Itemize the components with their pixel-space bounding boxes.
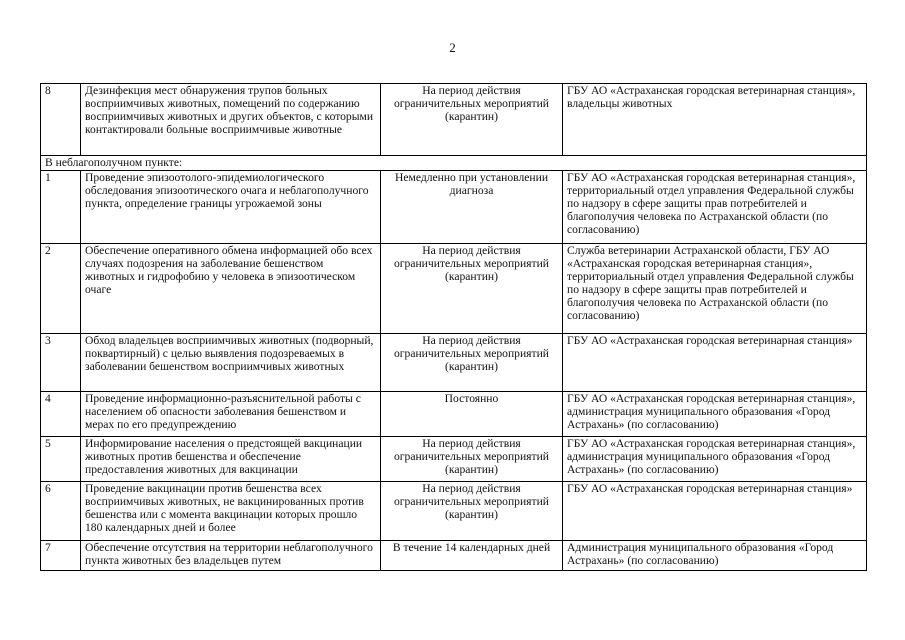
measure-text: Информирование населения о предстоящей вакцинации животных против бешенства и обеспечение предоставления животных для вакцинации bbox=[81, 437, 381, 482]
table-row bbox=[41, 84, 867, 156]
measures-table bbox=[40, 83, 867, 571]
page-number: 2 bbox=[449, 40, 456, 55]
deadline-text: На период действия ограничительных мероприятий (карантин) bbox=[381, 334, 563, 392]
section-row bbox=[41, 156, 867, 171]
responsible-text: ГБУ АО «Астраханская городская ветеринарная станция», администрация муниципального образования «Город Астрахань» (по согласованию) bbox=[563, 392, 867, 437]
row-number: 2 bbox=[41, 244, 81, 334]
section-label: В неблагополучном пункте: bbox=[41, 156, 867, 171]
measure-text: Обход владельцев восприимчивых животных (подворный, поквартирный) с целью выявления подозреваемых в заболевании бешенством восприимчивых животных bbox=[81, 334, 381, 392]
measure-text: Дезинфекция мест обнаружения трупов больных восприимчивых животных, помещений по содержанию восприимчивых животных и других объектов, с которыми контактировали больные восприимчивые животные bbox=[81, 84, 381, 156]
row-number: 8 bbox=[41, 84, 81, 156]
measure-text: Проведение эпизоотолого-эпидемиологического обследования эпизоотического очага и неблагополучного пункта, определение границы угрожаемой зоны bbox=[81, 171, 381, 244]
row-number: 5 bbox=[41, 437, 81, 482]
table-row bbox=[41, 482, 867, 541]
measure-text: Обеспечение отсутствия на территории неблагополучного пункта животных без владельцев путем bbox=[81, 541, 381, 571]
deadline-text: На период действия ограничительных мероприятий (карантин) bbox=[381, 84, 563, 156]
deadline-text: Немедленно при установлении диагноза bbox=[381, 171, 563, 244]
responsible-text: Служба ветеринарии Астраханской области, ГБУ АО «Астраханская городская ветеринарная станция», территориальный отдел управления Федеральной службы по надзору в сфере защиты прав потребителей и благополучия человека по Астраханской области (по согласованию) bbox=[563, 244, 867, 334]
responsible-text: ГБУ АО «Астраханская городская ветеринарная станция», территориальный отдел управления Федеральной службы по надзору в сфере защиты прав потребителей и благополучия человека по Астраханской области (по согласованию) bbox=[563, 171, 867, 244]
row-number: 3 bbox=[41, 334, 81, 392]
deadline-text: На период действия ограничительных мероприятий (карантин) bbox=[381, 244, 563, 334]
row-number: 7 bbox=[41, 541, 81, 571]
deadline-text: На период действия ограничительных мероприятий (карантин) bbox=[381, 482, 563, 541]
measure-text: Проведение вакцинации против бешенства всех восприимчивых животных, не вакцинированных против бешенства или с момента вакцинации которых прошло 180 календарных дней и более bbox=[81, 482, 381, 541]
table-row bbox=[41, 392, 867, 437]
row-number: 6 bbox=[41, 482, 81, 541]
row-number: 4 bbox=[41, 392, 81, 437]
responsible-text: ГБУ АО «Астраханская городская ветеринарная станция», владельцы животных bbox=[563, 84, 867, 156]
responsible-text: ГБУ АО «Астраханская городская ветеринарная станция», администрация муниципального образования «Город Астрахань» (по согласованию) bbox=[563, 437, 867, 482]
table-row bbox=[41, 437, 867, 482]
deadline-text: На период действия ограничительных мероприятий (карантин) bbox=[381, 437, 563, 482]
deadline-text: В течение 14 календарных дней bbox=[381, 541, 563, 571]
measure-text: Проведение информационно-разъяснительной работы с населением об опасности заболевания бешенством и мерах по его предупреждению bbox=[81, 392, 381, 437]
table-row bbox=[41, 171, 867, 244]
table-row bbox=[41, 334, 867, 392]
table-row bbox=[41, 244, 867, 334]
table-row bbox=[41, 541, 867, 571]
responsible-text: ГБУ АО «Астраханская городская ветеринарная станция» bbox=[563, 334, 867, 392]
measure-text: Обеспечение оперативного обмена информацией обо всех случаях подозрения на заболевание бешенством животных и гидрофобию у человека в эпизоотическом очаге bbox=[81, 244, 381, 334]
deadline-text: Постоянно bbox=[381, 392, 563, 437]
responsible-text: Администрация муниципального образования «Город Астрахань» (по согласованию) bbox=[563, 541, 867, 571]
row-number: 1 bbox=[41, 171, 81, 244]
responsible-text: ГБУ АО «Астраханская городская ветеринарная станция» bbox=[563, 482, 867, 541]
